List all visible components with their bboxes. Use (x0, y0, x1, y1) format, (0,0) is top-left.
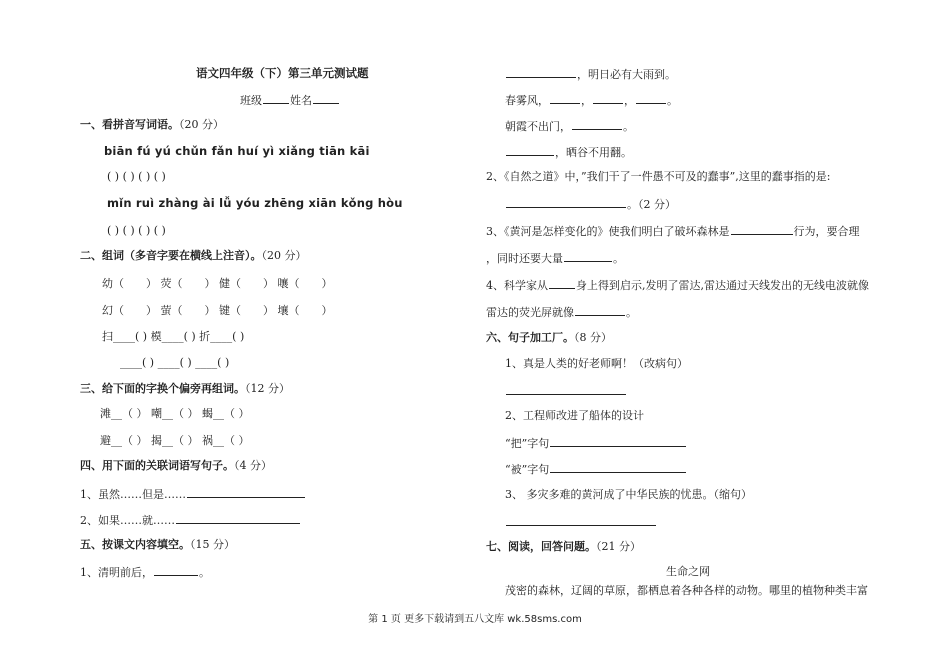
s6-ba-line (505, 435, 687, 451)
section-5-heading (80, 538, 235, 552)
r-line-1 (505, 66, 676, 82)
q4-text-a: 4、科学家从 (486, 279, 548, 292)
q3-line-2 (486, 250, 624, 266)
s4-item-1-text: 1、虽然……但是…… (80, 488, 186, 501)
q2-answer (505, 196, 676, 212)
q4-end: 。 (626, 306, 637, 319)
brackets-row-1: ( ) ( ) ( ) ( ) (107, 170, 166, 183)
s6-item-1: 1、真是人类的好老师啊！（改病句） (505, 357, 688, 370)
q3-line-1 (486, 223, 860, 239)
s4-item-2-blank[interactable] (176, 512, 300, 524)
class-label: 班级 (240, 94, 262, 107)
q4-line-1 (486, 277, 869, 293)
q2-score: 。（2 分） (627, 198, 676, 211)
s5-item-1-end: 。 (199, 566, 210, 579)
q3-text-b: 行为，要合理 (793, 225, 860, 238)
section-1-score: （20 分） (179, 118, 224, 131)
s6-item-3-blank[interactable] (506, 514, 656, 526)
page-footer: 第 1 页 更多下载请到五八文库 wk.58sms.com (368, 614, 582, 625)
s5-item-1 (80, 564, 210, 580)
s2-item: 幼（ (102, 277, 124, 290)
section-2-heading (80, 249, 307, 263)
section-6-heading (486, 331, 612, 345)
s6-item-1-answer (505, 383, 627, 399)
passage-line-1: 茂密的森林，辽阔的草原，都栖息着各种各样的动物。哪里的植物种类丰富 (505, 584, 868, 597)
blank[interactable] (593, 92, 623, 104)
blank[interactable] (572, 118, 622, 130)
s2-item: ） 荧（ (146, 277, 183, 290)
r-line-3: 朝霞不出门， 。 (505, 120, 634, 133)
q3-text-c: ，同时还要大量 (486, 252, 563, 265)
section-6-score: （8 分） (574, 331, 612, 344)
blank[interactable] (550, 92, 580, 104)
s2-item: ） 壤（ (263, 304, 300, 317)
section-1-title: 一、看拼音写词语。 (80, 118, 179, 131)
pinyin-row-2: mǐn ruì zhàng ài lǚ yóu zhēng xiān kǒng hòu (107, 196, 403, 210)
r-line-2-text: 春雾风， (505, 94, 549, 107)
s6-ba-label: “把”字句 (505, 437, 550, 450)
s2-row-3: 扫____( ) 模____( ) 折____( ) (102, 330, 245, 343)
q4-blank-1[interactable] (549, 277, 575, 289)
blank[interactable] (636, 92, 666, 104)
s6-bei-blank[interactable] (550, 461, 686, 473)
s2-item: ） 嚷（ (263, 277, 300, 290)
r-line-3-text: 朝霞不出门， (505, 120, 571, 133)
section-2-title: 二、组词（多音字要在横线上注音）。 (80, 249, 262, 262)
s2-item: ） 萤（ (146, 304, 183, 317)
blank[interactable] (506, 144, 554, 156)
q2-line: 2、《自然之道》中，”我们干了一件愚不可及的蠢事”,这里的蠢事指的是: (486, 170, 831, 183)
section-2-score: （20 分） (261, 249, 307, 262)
q4-text-b: 身上得到启示,发明了雷达,雷达通过天线发出的无线电波就像 (576, 279, 869, 292)
r-line-1-blank[interactable] (506, 66, 576, 78)
s4-item-2-text: 2、如果……就…… (80, 514, 175, 527)
q3-blank-2[interactable] (564, 250, 612, 262)
s3-row-1: 滩__（ ） 嘲__（ ） 蝎__（ ） (100, 407, 250, 420)
brackets-row-2: ( ) ( ) ( ) ( ) (107, 224, 166, 237)
s4-item-1-blank[interactable] (187, 486, 305, 498)
s6-bei-label: “被”字句 (505, 463, 550, 476)
s2-item: ） (321, 304, 333, 317)
section-4-heading (80, 459, 272, 473)
s2-item: ） (321, 277, 333, 290)
q4-text-c: 雷达的荧光屏就像 (486, 306, 574, 319)
section-3-title: 三、给下面的字换个偏旁再组词。 (80, 382, 245, 395)
s6-bei-line (505, 461, 687, 477)
r-line-2: 春雾风， ， ， 。 (505, 94, 678, 107)
q3-blank-1[interactable] (731, 223, 793, 235)
s5-item-1-text: 1、清明前后， (80, 566, 153, 579)
s2-row-1 (102, 277, 333, 291)
class-blank[interactable] (263, 92, 289, 104)
name-blank[interactable] (313, 92, 339, 104)
s6-item-1-blank[interactable] (506, 383, 626, 395)
s2-row-4: ____( ) ____( ) ____( ) (120, 356, 230, 369)
section-1-heading (80, 118, 224, 132)
r-line-1-text: ，明日必有大雨到。 (577, 68, 676, 81)
s4-item-1 (80, 486, 306, 502)
class-name-line (240, 92, 340, 108)
s3-row-2: 避__（ ） 揭__（ ） 祸__（ ） (100, 434, 250, 447)
section-5-title: 五、按课文内容填空。 (80, 538, 190, 551)
q3-text-a: 3、《黄河是怎样变化的》使我们明白了破坏森林是 (486, 225, 730, 238)
section-7-heading (486, 540, 641, 554)
name-label: 姓名 (290, 94, 312, 107)
s6-ba-blank[interactable] (550, 435, 686, 447)
r-line-4 (505, 144, 632, 160)
pinyin-row-1: biān fú yú chǔn fǎn huí yì xiǎng tiān kāi (104, 144, 370, 158)
exam-title: 语文四年级（下）第三单元测试题 (196, 66, 369, 80)
q2-blank[interactable] (506, 196, 626, 208)
section-5-score: （15 分） (190, 538, 235, 551)
q4-line-2 (486, 304, 637, 320)
section-4-score: （4 分） (234, 459, 272, 472)
r-line-4-text: ，晒谷不用翻。 (555, 146, 632, 159)
s2-item: 幻（ (102, 304, 124, 317)
s6-item-3: 3、 多灾多难的黄河成了中华民族的忧患。（缩句） (505, 488, 752, 501)
s6-item-3-answer (505, 514, 657, 530)
section-3-heading (80, 382, 290, 396)
s5-item-1-blank[interactable] (154, 564, 198, 576)
section-6-title: 六、句子加工厂。 (486, 331, 574, 344)
s2-item: ） 键（ (204, 304, 241, 317)
passage-title: 生命之网 (666, 565, 710, 578)
section-4-title: 四、用下面的关联词语写句子。 (80, 459, 234, 472)
q3-end: 。 (613, 252, 624, 265)
s6-item-2: 2、工程师改进了船体的设计 (505, 409, 644, 422)
s2-item: ） 健（ (204, 277, 241, 290)
s4-item-2 (80, 512, 301, 528)
section-3-score: （12 分） (245, 382, 290, 395)
section-7-title: 七、阅读，回答问题。 (486, 540, 596, 553)
q4-blank-2[interactable] (575, 304, 625, 316)
s2-row-2 (102, 304, 333, 318)
section-7-score: （21 分） (596, 540, 641, 553)
